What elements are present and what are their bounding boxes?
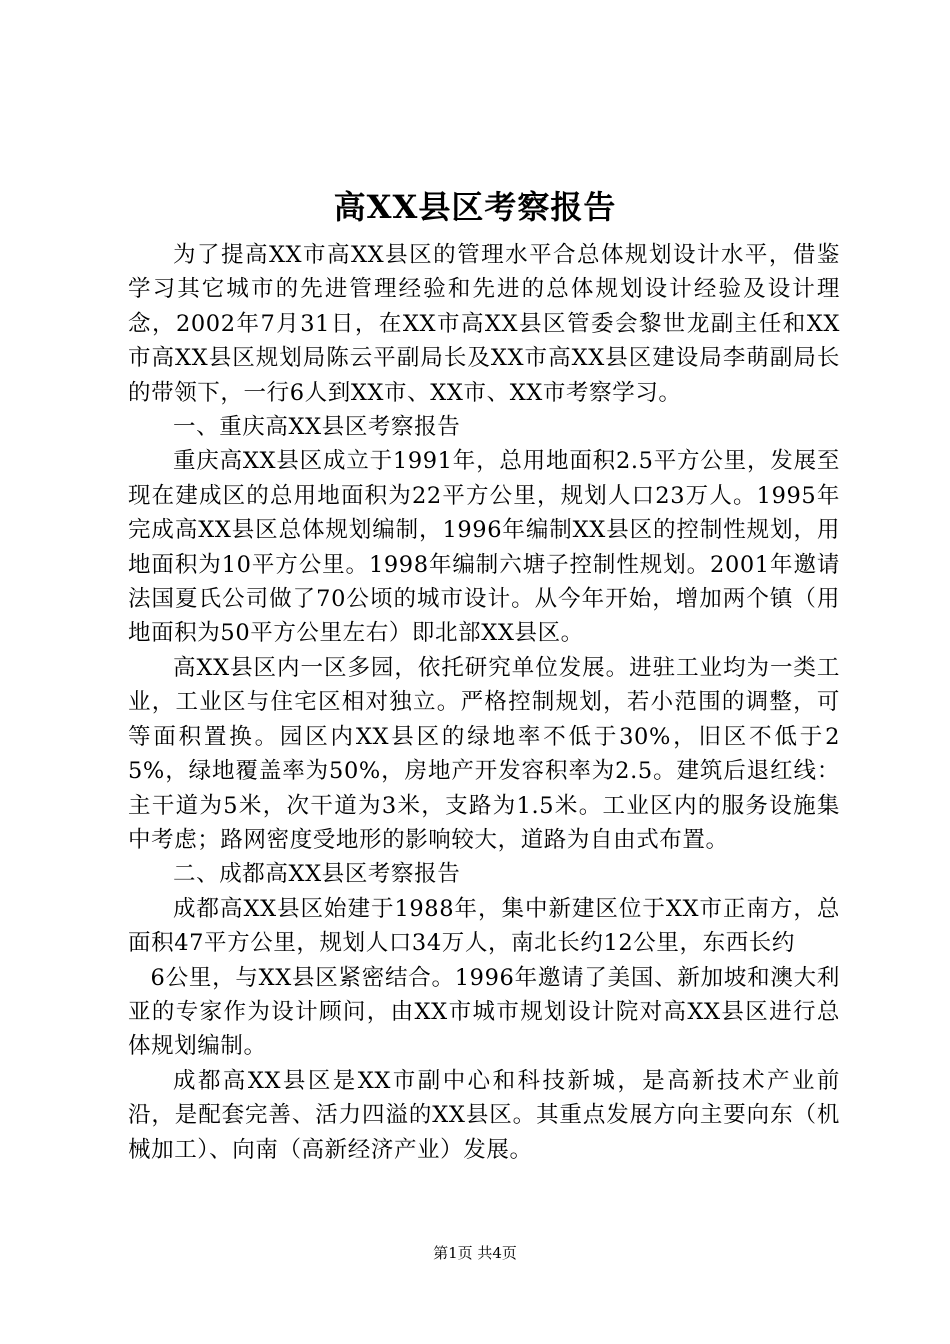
page-footer: 第1页 共4页 <box>433 1244 517 1262</box>
section-heading-chongqing: 一、重庆高XX县区考察报告 <box>173 414 461 441</box>
chengdu-paragraph-2: 成都高XX县区是XX市副中心和科技新城，是高新技术产业前沿，是配套完善、活力四溢的XX县区。其重点发展方向主要向东（机械加工）、向南（高新经济产业）发展。 <box>128 1067 840 1163</box>
chengdu-paragraph-1-continued: 6公里，与XX县区紧密结合。1996年邀请了美国、新加坡和澳大利亚的专家作为设计顾问，由XX市城市规划设计院对高XX县区进行总体规划编制。 <box>128 964 840 1060</box>
intro-paragraph: 为了提高XX市高XX县区的管理水平合总体规划设计水平，借鉴学习其它城市的先进管理经验和先进的总体规划设计经验及设计理念，2002年7月31日，在XX市高XX县区管委会黎世龙副主任和XX市高XX县区规划局陈云平副局长及XX市高XX县区建设局李萌副局长的带领下，一行6人到XX市、XX市、XX市考察学习。 <box>128 242 840 406</box>
document-title: 高XX县区考察报告 <box>333 188 617 226</box>
section-heading-chengdu: 二、成都高XX县区考察报告 <box>173 861 461 888</box>
chongqing-paragraph-1: 重庆高XX县区成立于1991年，总用地面积2.5平方公里，发展至现在建成区的总用地面积为22平方公里，规划人口23万人。1995年完成高XX县区总体规划编制，1996年编制XX县区的控制性规划，用地面积为10平方公里。1998年编制六塘子控制性规划。2001年邀请法国夏氏公司做了70公顷的城市设计。从今年开始，增加两个镇（用地面积为50平方公里左右）即北部XX县区。 <box>128 448 840 647</box>
chongqing-paragraph-2: 高XX县区内一区多园，依托研究单位发展。进驻工业均为一类工业，工业区与住宅区相对独立。严格控制规划，若小范围的调整，可等面积置换。园区内XX县区的绿地率不低于30%，旧区不低于25%，绿地覆盖率为50%，房地产开发容积率为2.5。建筑后退红线：主干道为5米，次干道为3米，支路为1.5米。工业区内的服务设施集中考虑；路网密度受地形的影响较大，道路为自由式布置。 <box>128 654 840 853</box>
document-body <box>128 238 840 1167</box>
chengdu-paragraph-1: 成都高XX县区始建于1988年，集中新建区位于XX市正南方，总面积47平方公里，规划人口34万人，南北长约12公里，东西长约 <box>128 895 840 957</box>
